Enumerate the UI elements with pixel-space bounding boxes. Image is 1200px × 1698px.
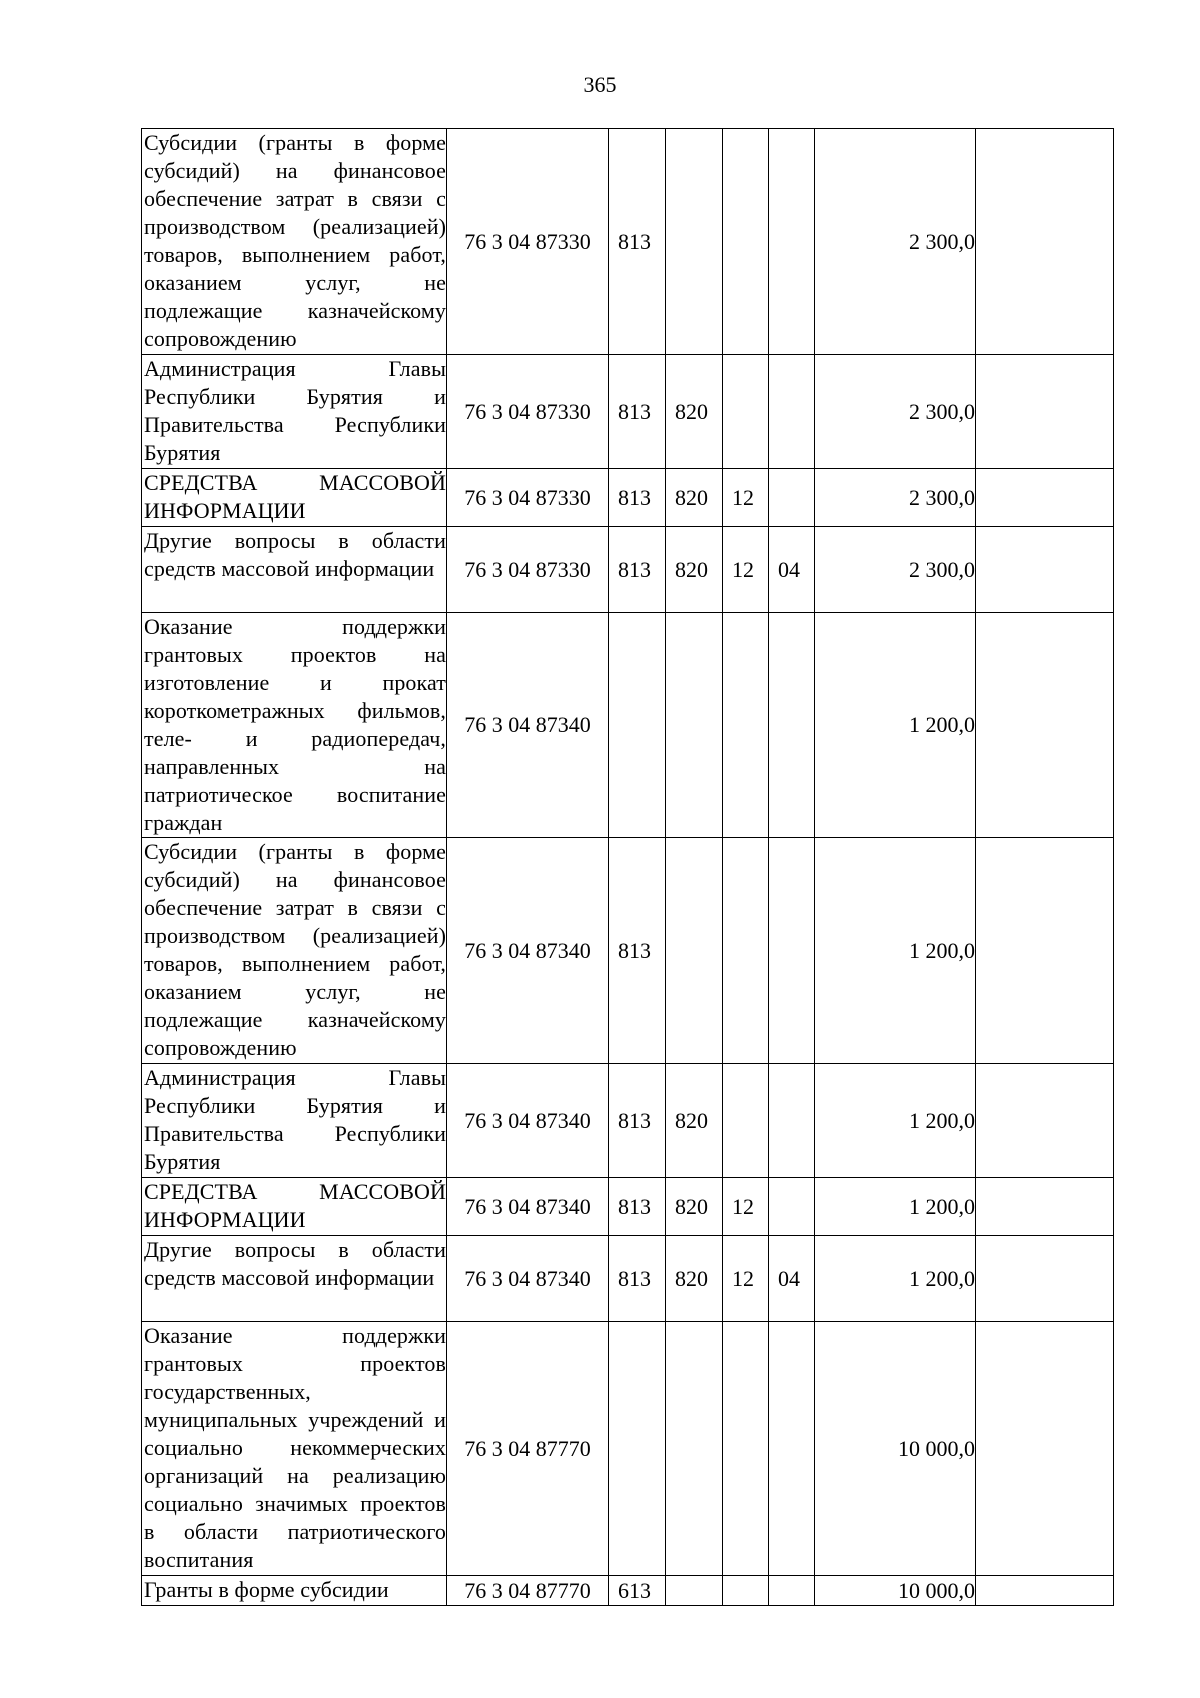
row-code-cell: 76 3 04 87340 bbox=[447, 613, 609, 838]
row-code-cell: 76 3 04 87340 bbox=[447, 1178, 609, 1236]
row-grbs-cell: 820 bbox=[666, 469, 723, 527]
row-extra-cell bbox=[976, 355, 1114, 469]
row-extra-cell bbox=[976, 1064, 1114, 1178]
row-sum-cell: 1 200,0 bbox=[815, 1064, 976, 1178]
row-rz-cell bbox=[723, 1064, 769, 1178]
row-code-cell: 76 3 04 87340 bbox=[447, 1236, 609, 1322]
row-rz-cell bbox=[723, 355, 769, 469]
row-extra-cell bbox=[976, 469, 1114, 527]
row-pr-cell bbox=[769, 1064, 815, 1178]
table-row bbox=[142, 1064, 1114, 1178]
row-name-cell: Гранты в форме субсидии bbox=[142, 1576, 447, 1606]
row-grbs-cell: 820 bbox=[666, 1064, 723, 1178]
row-grbs-cell: 820 bbox=[666, 1236, 723, 1322]
row-pr-cell bbox=[769, 613, 815, 838]
table-row bbox=[142, 613, 1114, 838]
table-row bbox=[142, 1236, 1114, 1322]
row-name-cell: Другие вопросы в области средств массовой информации bbox=[142, 1236, 447, 1322]
page-number: 365 bbox=[583, 72, 617, 97]
row-extra-cell bbox=[976, 527, 1114, 613]
row-rz-cell bbox=[723, 613, 769, 838]
row-code-cell: 76 3 04 87330 bbox=[447, 527, 609, 613]
row-rz-cell: 12 bbox=[723, 1178, 769, 1236]
row-code-cell: 76 3 04 87770 bbox=[447, 1322, 609, 1576]
row-rz-cell: 12 bbox=[723, 1236, 769, 1322]
row-vr-cell bbox=[609, 613, 666, 838]
row-extra-cell bbox=[976, 1576, 1114, 1606]
row-code-cell: 76 3 04 87340 bbox=[447, 838, 609, 1064]
row-sum-cell: 2 300,0 bbox=[815, 469, 976, 527]
row-vr-cell: 813 bbox=[609, 469, 666, 527]
row-rz-cell: 12 bbox=[723, 469, 769, 527]
table-row bbox=[142, 469, 1114, 527]
row-grbs-cell bbox=[666, 1576, 723, 1606]
row-extra-cell bbox=[976, 1236, 1114, 1322]
row-vr-cell: 813 bbox=[609, 355, 666, 469]
row-pr-cell bbox=[769, 1576, 815, 1606]
row-grbs-cell bbox=[666, 129, 723, 355]
row-vr-cell: 813 bbox=[609, 1178, 666, 1236]
row-pr-cell: 04 bbox=[769, 527, 815, 613]
row-rz-cell bbox=[723, 129, 769, 355]
row-code-cell: 76 3 04 87330 bbox=[447, 129, 609, 355]
row-name-cell: Оказание поддержки грантовых проектов на изготовление и прокат короткометражных фильмов, теле- и радиопередач, направленных на патриотическое воспитание граждан bbox=[142, 613, 447, 838]
row-sum-cell: 10 000,0 bbox=[815, 1576, 976, 1606]
row-name-cell: Администрация Главы Республики Бурятия и Правительства Республики Бурятия bbox=[142, 1064, 447, 1178]
table-row bbox=[142, 1576, 1114, 1606]
row-sum-cell: 1 200,0 bbox=[815, 613, 976, 838]
row-name-cell: СРЕДСТВА МАССОВОЙ ИНФОРМАЦИИ bbox=[142, 469, 447, 527]
table-row bbox=[142, 527, 1114, 613]
row-vr-cell bbox=[609, 1322, 666, 1576]
row-vr-cell: 813 bbox=[609, 527, 666, 613]
row-sum-cell: 2 300,0 bbox=[815, 355, 976, 469]
row-rz-cell bbox=[723, 838, 769, 1064]
row-pr-cell bbox=[769, 1322, 815, 1576]
row-vr-cell: 613 bbox=[609, 1576, 666, 1606]
row-grbs-cell bbox=[666, 613, 723, 838]
row-extra-cell bbox=[976, 1322, 1114, 1576]
row-extra-cell bbox=[976, 613, 1114, 838]
row-grbs-cell: 820 bbox=[666, 1178, 723, 1236]
row-name-cell: Субсидии (гранты в форме субсидий) на финансовое обеспечение затрат в связи с производством (реализацией) товаров, выполнением работ, оказанием услуг, не подлежащие казначейскому сопровождению bbox=[142, 838, 447, 1064]
row-rz-cell bbox=[723, 1576, 769, 1606]
row-vr-cell: 813 bbox=[609, 1064, 666, 1178]
budget-table bbox=[141, 128, 1114, 1606]
row-pr-cell: 04 bbox=[769, 1236, 815, 1322]
row-sum-cell: 2 300,0 bbox=[815, 527, 976, 613]
table-row bbox=[142, 1178, 1114, 1236]
table-row bbox=[142, 1322, 1114, 1576]
table-row bbox=[142, 129, 1114, 355]
row-name-cell: Оказание поддержки грантовых проектов государственных, муниципальных учреждений и социально некоммерческих организаций на реализацию социально значимых проектов в области патриотического воспитания bbox=[142, 1322, 447, 1576]
row-vr-cell: 813 bbox=[609, 1236, 666, 1322]
row-extra-cell bbox=[976, 129, 1114, 355]
row-grbs-cell bbox=[666, 1322, 723, 1576]
row-rz-cell bbox=[723, 1322, 769, 1576]
row-grbs-cell: 820 bbox=[666, 355, 723, 469]
row-sum-cell: 1 200,0 bbox=[815, 1236, 976, 1322]
row-sum-cell: 2 300,0 bbox=[815, 129, 976, 355]
row-name-cell: СРЕДСТВА МАССОВОЙ ИНФОРМАЦИИ bbox=[142, 1178, 447, 1236]
row-pr-cell bbox=[769, 355, 815, 469]
row-pr-cell bbox=[769, 1178, 815, 1236]
row-vr-cell: 813 bbox=[609, 838, 666, 1064]
row-code-cell: 76 3 04 87330 bbox=[447, 355, 609, 469]
row-extra-cell bbox=[976, 838, 1114, 1064]
row-pr-cell bbox=[769, 129, 815, 355]
row-code-cell: 76 3 04 87770 bbox=[447, 1576, 609, 1606]
table-row bbox=[142, 838, 1114, 1064]
row-code-cell: 76 3 04 87330 bbox=[447, 469, 609, 527]
row-pr-cell bbox=[769, 838, 815, 1064]
row-name-cell: Другие вопросы в области средств массовой информации bbox=[142, 527, 447, 613]
row-code-cell: 76 3 04 87340 bbox=[447, 1064, 609, 1178]
row-sum-cell: 1 200,0 bbox=[815, 1178, 976, 1236]
table-row bbox=[142, 355, 1114, 469]
row-grbs-cell: 820 bbox=[666, 527, 723, 613]
row-sum-cell: 1 200,0 bbox=[815, 838, 976, 1064]
row-grbs-cell bbox=[666, 838, 723, 1064]
row-extra-cell bbox=[976, 1178, 1114, 1236]
row-name-cell: Субсидии (гранты в форме субсидий) на финансовое обеспечение затрат в связи с производством (реализацией) товаров, выполнением работ, оказанием услуг, не подлежащие казначейскому сопровождению bbox=[142, 129, 447, 355]
row-vr-cell: 813 bbox=[609, 129, 666, 355]
row-sum-cell: 10 000,0 bbox=[815, 1322, 976, 1576]
row-name-cell: Администрация Главы Республики Бурятия и Правительства Республики Бурятия bbox=[142, 355, 447, 469]
row-pr-cell bbox=[769, 469, 815, 527]
row-rz-cell: 12 bbox=[723, 527, 769, 613]
